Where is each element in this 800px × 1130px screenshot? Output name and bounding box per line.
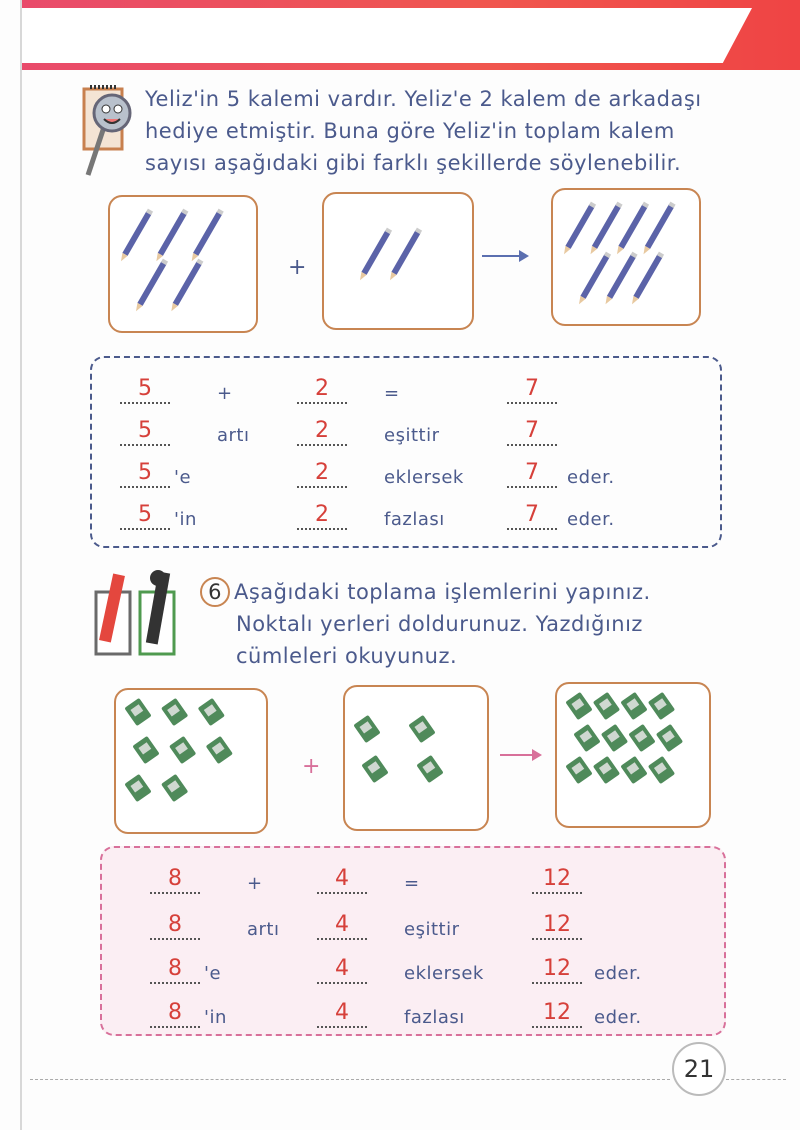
sharpener-icon [124,698,151,726]
sharpener-icon [206,736,233,764]
result-blank[interactable]: 7 [507,376,557,404]
magnifier-mascot-icon [82,85,134,180]
plus-sign: + [302,754,321,779]
sentence-row [102,904,724,944]
relation-word: eklersek [384,467,464,488]
sharpener-icon [408,715,435,743]
operator-word: + [217,383,233,404]
operator-word: artı [247,919,280,940]
first-number-blank[interactable]: 5 [120,418,170,446]
operator-word: 'in [204,1007,227,1028]
footer-divider [726,1079,786,1080]
pencil-icon [118,209,153,263]
operator-word: 'in [174,509,197,530]
result-blank[interactable]: 7 [507,502,557,530]
arrow-right-icon [482,255,527,257]
second-number-blank[interactable]: 4 [317,866,367,894]
footer-divider [30,1079,670,1080]
suffix-word: eder. [594,963,642,984]
header-banner-inner [22,8,752,63]
result-blank[interactable]: 7 [507,460,557,488]
sharpeners-group [116,690,266,832]
pencil-icon [387,228,422,282]
pencil-icon [576,252,611,306]
sharpener-icon [353,715,380,743]
sentence-row [102,858,724,898]
sharpeners-group [557,684,709,826]
sharpener-icon [601,724,628,752]
sharpener-icon [161,774,188,802]
sharpener-icon [565,756,592,784]
intro-text [145,83,725,179]
pencil-icon [561,202,596,256]
first-number-blank[interactable]: 8 [150,866,200,894]
second-number-blank[interactable]: 2 [297,418,347,446]
result-blank[interactable]: 12 [532,1000,582,1028]
page-number: 21 [672,1042,726,1096]
page-edge [20,0,22,1130]
sharpener-icon [169,736,196,764]
sentence-row [92,410,720,450]
pencils-box-total [551,188,701,326]
operator-word: 'e [204,963,222,984]
result-blank[interactable]: 12 [532,956,582,984]
second-number-blank[interactable]: 4 [317,956,367,984]
sharpeners-group [345,687,487,829]
question-line: cümleleri okuyunuz. [236,644,458,668]
relation-word: eklersek [404,963,484,984]
sharpener-icon [198,698,225,726]
sentence-row [92,368,720,408]
relation-word: eşittir [384,425,440,446]
operator-word: + [247,873,263,894]
first-number-blank[interactable]: 8 [150,1000,200,1028]
relation-word: eşittir [404,919,460,940]
sentence-row [102,948,724,988]
sharpeners-box-first [114,688,268,834]
question-6-text [200,576,651,672]
intro-line: hediye etmiştir. Buna göre Yeliz'in toplam kalem [145,119,675,143]
sharpener-icon [620,756,647,784]
question-line: Noktalı yerleri doldurunuz. Yazdığınız [236,612,643,636]
first-number-blank[interactable]: 8 [150,912,200,940]
relation-word: fazlası [404,1007,465,1028]
pencil-icon [169,259,204,313]
first-number-blank[interactable]: 5 [120,376,170,404]
sharpener-icon [565,692,592,720]
question-line: Aşağıdaki toplama işlemlerini yapınız. [234,580,651,604]
sharpeners-box-total [555,682,711,828]
pencils-group [553,190,699,324]
relation-word: = [384,383,400,404]
second-number-blank[interactable]: 2 [297,460,347,488]
pencil-icon [133,259,168,313]
second-number-blank[interactable]: 2 [297,376,347,404]
sentence-row [102,992,724,1032]
first-number-blank[interactable]: 5 [120,460,170,488]
arrow-right-icon [500,754,540,756]
pencils-box-first [108,195,258,333]
pencil-icon [189,209,224,263]
relation-word: = [404,873,420,894]
sharpener-icon [361,755,388,783]
operator-word: 'e [174,467,192,488]
sharpener-icon [161,698,188,726]
sharpener-icon [132,736,159,764]
sentence-row [92,494,720,534]
sharpener-icon [124,774,151,802]
second-number-blank[interactable]: 2 [297,502,347,530]
result-blank[interactable]: 12 [532,912,582,940]
intro-line: Yeliz'in 5 kalemi vardır. Yeliz'e 2 kalem de arkadaşı [145,87,702,111]
example-sentences-frame [90,356,722,548]
sentence-row [92,452,720,492]
pencil-icon [154,209,189,263]
pencils-group [324,194,472,328]
result-blank[interactable]: 12 [532,866,582,894]
pencils-group [110,197,256,331]
sharpener-icon [416,755,443,783]
sharpener-icon [620,692,647,720]
pencils-box-second [322,192,474,330]
intro-line: sayısı aşağıdaki gibi farklı şekillerde söylenebilir. [145,151,682,175]
suffix-word: eder. [567,467,615,488]
sharpener-icon [573,724,600,752]
sharpener-icon [648,692,675,720]
suffix-word: eder. [594,1007,642,1028]
sharpener-icon [656,724,683,752]
first-number-blank[interactable]: 5 [120,502,170,530]
sharpener-icon [648,756,675,784]
sharpeners-box-second [343,685,489,831]
question-number-badge: 6 [200,577,230,607]
result-blank[interactable]: 7 [507,418,557,446]
sharpener-icon [628,724,655,752]
second-number-blank[interactable]: 4 [317,1000,367,1028]
sharpener-icon [593,756,620,784]
relation-word: fazlası [384,509,445,530]
sharpener-icon [593,692,620,720]
first-number-blank[interactable]: 8 [150,956,200,984]
question-6-answers-frame [100,846,726,1036]
plus-sign: + [288,255,307,280]
pencil-icon [357,228,392,282]
second-number-blank[interactable]: 4 [317,912,367,940]
operator-word: artı [217,425,250,446]
pencil-and-pen-mascots-icon [92,568,187,663]
suffix-word: eder. [567,509,615,530]
